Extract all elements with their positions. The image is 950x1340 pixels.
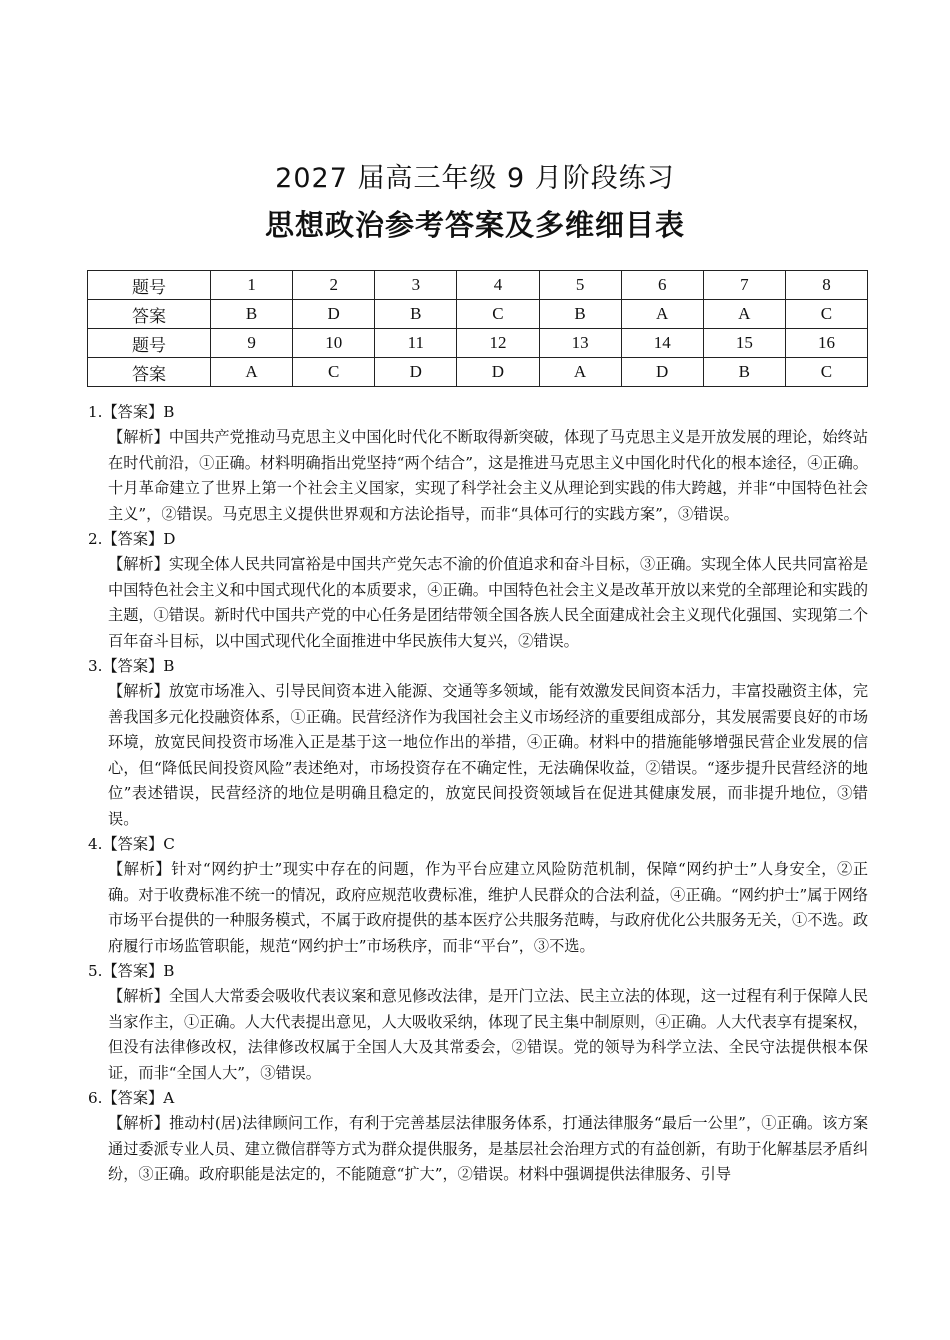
table-cell: A bbox=[621, 300, 703, 329]
answer-label: 1.【答案】B bbox=[88, 403, 175, 421]
table-cell: D bbox=[293, 300, 375, 329]
row-label: 答案 bbox=[88, 358, 211, 387]
page-title: 2027 届高三年级 9 月阶段练习 bbox=[275, 163, 675, 194]
explanation-text bbox=[88, 679, 868, 831]
page-subtitle: 思想政治参考答案及多维细目表 bbox=[264, 208, 685, 242]
table-cell: 13 bbox=[539, 329, 621, 358]
explanation-tag: 【解析】 bbox=[108, 682, 169, 701]
explanation-tag: 【解析】 bbox=[108, 555, 169, 574]
answer-table bbox=[87, 270, 868, 387]
table-cell: 1 bbox=[211, 271, 293, 300]
table-row bbox=[88, 271, 868, 300]
table-cell: A bbox=[539, 358, 621, 387]
answer-label: 3.【答案】B bbox=[88, 657, 175, 676]
table-cell: 12 bbox=[457, 329, 539, 358]
explanation-tag: 【解析】 bbox=[108, 428, 169, 447]
table-cell: 7 bbox=[703, 271, 785, 300]
table-cell: C bbox=[293, 358, 375, 387]
table-cell: A bbox=[211, 358, 293, 387]
table-row bbox=[88, 329, 868, 358]
table-cell: 6 bbox=[621, 271, 703, 300]
explanations bbox=[88, 400, 868, 1188]
table-cell: C bbox=[785, 300, 867, 329]
table-row bbox=[88, 358, 868, 387]
table-cell: 9 bbox=[211, 329, 293, 358]
table-cell: 14 bbox=[621, 329, 703, 358]
row-label: 答案 bbox=[88, 300, 211, 329]
explanation-text bbox=[88, 425, 868, 527]
table-cell: 11 bbox=[375, 329, 457, 358]
answer-label: 2.【答案】D bbox=[88, 530, 176, 549]
explanation-body: 针对“网约护士”现实中存在的问题，作为平台应建立风险防范机制，保障“网约护士”人身安全，②正确。对于收费标准不统一的情况，政府应规范收费标准，维护人民群众的合法利益，④正确。“网约护士”属于网络市场平台提供的一种服务模式，不属于政府提供的基本医疗公共服务范畴，与政府优化公共服务无关，①不选。政府履行市场监管职能，规范“网约护士”市场秩序，而非“平台”，③不选。 bbox=[108, 860, 869, 955]
explanation-text bbox=[88, 552, 868, 654]
table-cell: B bbox=[211, 300, 293, 329]
explanation-text bbox=[88, 1111, 868, 1187]
answer-label: 4.【答案】C bbox=[88, 834, 175, 853]
table-cell: C bbox=[785, 358, 867, 387]
table-cell: B bbox=[375, 300, 457, 329]
table-cell: 8 bbox=[785, 271, 867, 300]
answer-item bbox=[88, 527, 868, 654]
answer-item bbox=[88, 654, 868, 832]
answer-label: 5.【答案】B bbox=[88, 961, 175, 980]
answer-item bbox=[88, 959, 868, 1086]
explanation-text bbox=[88, 984, 868, 1086]
explanation-body: 中国共产党推动马克思主义中国化时代化不断取得新突破，体现了马克思主义是开放发展的理论，始终站在时代前沿，①正确。材料明确指出党坚持“两个结合”，这是推进马克思主义中国化时代化的根本途径，④正确。十月革命建立了世界上第一个社会主义国家，实现了科学社会主义从理论到实践的伟大跨越，并非“中国特色社会主义”，②错误。马克思主义提供世界观和方法论指导，而非“具体可行的实践方案”，③错误。 bbox=[108, 428, 869, 523]
table-cell: 15 bbox=[703, 329, 785, 358]
explanation-tag: 【解析】 bbox=[108, 987, 169, 1006]
answer-item bbox=[88, 1086, 868, 1188]
explanation-body: 放宽市场准入、引导民间资本进入能源、交通等多领域，能有效激发民间资本活力，丰富投融资主体，完善我国多元化投融资体系，①正确。民营经济作为我国社会主义市场经济的重要组成部分，其发展需要良好的市场环境，放宽民间投资市场准入正是基于这一地位作出的举措，④正确。材料中的措施能够增强民营企业发展的信心，但“降低民间投资风险”表述绝对，市场投资存在不确定性，无法确保收益，②错误。“逐步提升民营经济的地位”表述错误，民营经济的地位是明确且稳定的，放宽民间投资领域旨在促进其健康发展，而非提升地位，③错误。 bbox=[108, 682, 869, 828]
explanation-text bbox=[88, 857, 868, 959]
table-cell: 2 bbox=[293, 271, 375, 300]
table-cell: B bbox=[539, 300, 621, 329]
table-cell: C bbox=[457, 300, 539, 329]
table-cell: 3 bbox=[375, 271, 457, 300]
table-cell: 4 bbox=[457, 271, 539, 300]
table-cell: B bbox=[703, 358, 785, 387]
answer-item bbox=[88, 400, 868, 527]
explanation-body: 推动村(居)法律顾问工作，有利于完善基层法律服务体系，打通法律服务“最后一公里”，①正确。该方案通过委派专业人员、建立微信群等方式为群众提供服务，是基层社会治理方式的有益创新，有助于化解基层矛盾纠纷，③正确。政府职能是法定的，不能随意“扩大”，②错误。材料中强调提供法律服务、引导 bbox=[108, 1114, 869, 1184]
table-row bbox=[88, 300, 868, 329]
table-cell: D bbox=[375, 358, 457, 387]
table-cell: A bbox=[703, 300, 785, 329]
table-cell: 10 bbox=[293, 329, 375, 358]
explanation-body: 实现全体人民共同富裕是中国共产党矢志不渝的价值追求和奋斗目标，③正确。实现全体人民共同富裕是中国特色社会主义和中国式现代化的本质要求，④正确。中国特色社会主义是改革开放以来党的全部理论和实践的主题，①错误。新时代中国共产党的中心任务是团结带领全国各族人民全面建成社会主义现代化强国、实现第二个百年奋斗目标，以中国式现代化全面推进中华民族伟大复兴，②错误。 bbox=[108, 555, 869, 650]
table-cell: 16 bbox=[785, 329, 867, 358]
table-cell: D bbox=[621, 358, 703, 387]
row-label: 题号 bbox=[88, 271, 211, 300]
table-cell: D bbox=[457, 358, 539, 387]
explanation-body: 全国人大常委会吸收代表议案和意见修改法律，是开门立法、民主立法的体现，这一过程有利于保障人民当家作主，①正确。人大代表提出意见，人大吸收采纳，体现了民主集中制原则，④正确。人大代表享有提案权，但没有法律修改权，法律修改权属于全国人大及其常委会，②错误。党的领导为科学立法、全民守法提供根本保证，而非“全国人大”，③错误。 bbox=[108, 987, 869, 1082]
row-label: 题号 bbox=[88, 329, 211, 358]
explanation-tag: 【解析】 bbox=[108, 1114, 170, 1133]
answer-item bbox=[88, 832, 868, 959]
table-cell: 5 bbox=[539, 271, 621, 300]
explanation-tag: 【解析】 bbox=[108, 860, 172, 879]
answer-label: 6.【答案】A bbox=[88, 1088, 175, 1107]
